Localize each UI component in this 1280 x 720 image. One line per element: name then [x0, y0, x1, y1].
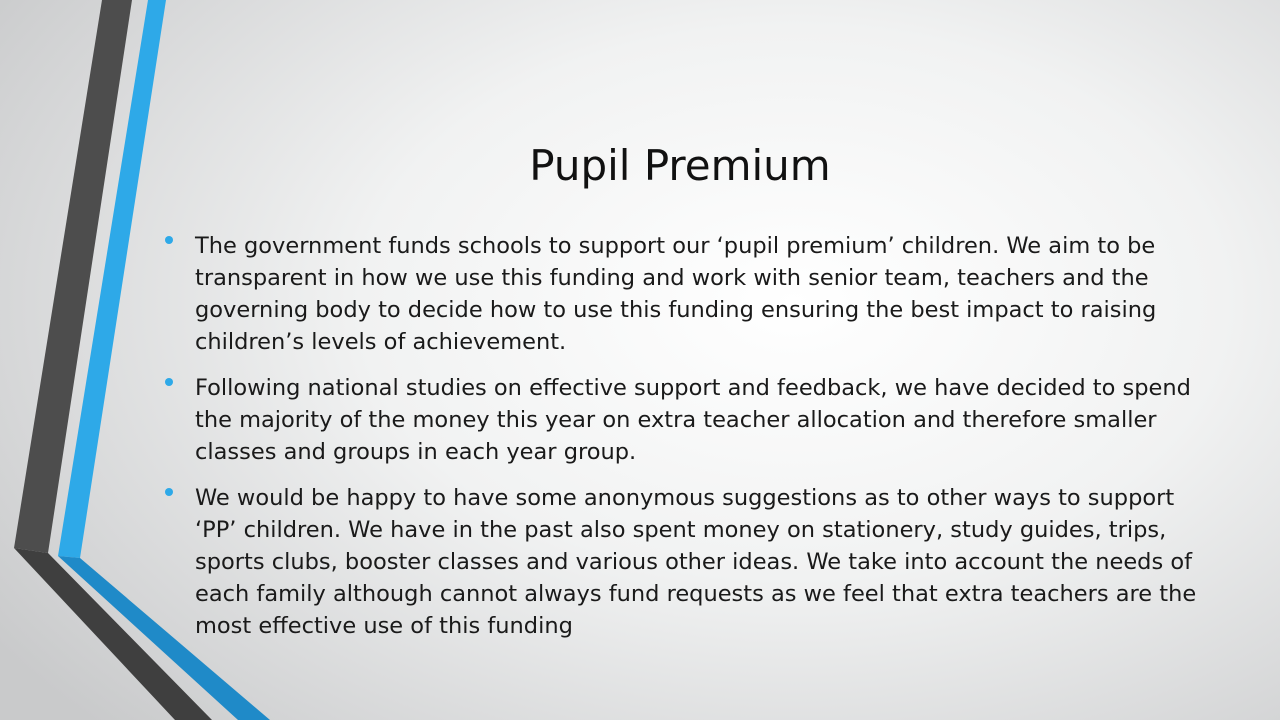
bullet-text: We would be happy to have some anonymous suggestions as to other ways to support ‘PP’ children. We have in the past also spent money on stationery, study guides, trips, sports clubs, booster classes and various other ideas. We take into account the needs of each family although cannot always fund requests as we feel that extra teachers are the most effective use of this funding	[195, 485, 1197, 639]
bullet-dot-icon	[165, 378, 173, 386]
bullet-text: Following national studies on effective support and feedback, we have decided to spend the majority of the money this year on extra teacher allocation and therefore smaller classes and groups in each year group.	[195, 375, 1191, 465]
bullet-list	[158, 230, 1198, 656]
bullet-dot-icon	[165, 236, 173, 244]
slide-title: Pupil Premium	[529, 141, 831, 190]
bullet-item	[158, 372, 1198, 468]
bullet-dot-icon	[165, 488, 173, 496]
bullet-item	[158, 230, 1198, 358]
bullet-text: The government funds schools to support our ‘pupil premium’ children. We aim to be transparent in how we use this funding and work with senior team, teachers and the governing body to decide how to use this funding ensuring the best impact to raising children’s levels of achievement.	[195, 233, 1157, 355]
bullet-item	[158, 482, 1198, 642]
